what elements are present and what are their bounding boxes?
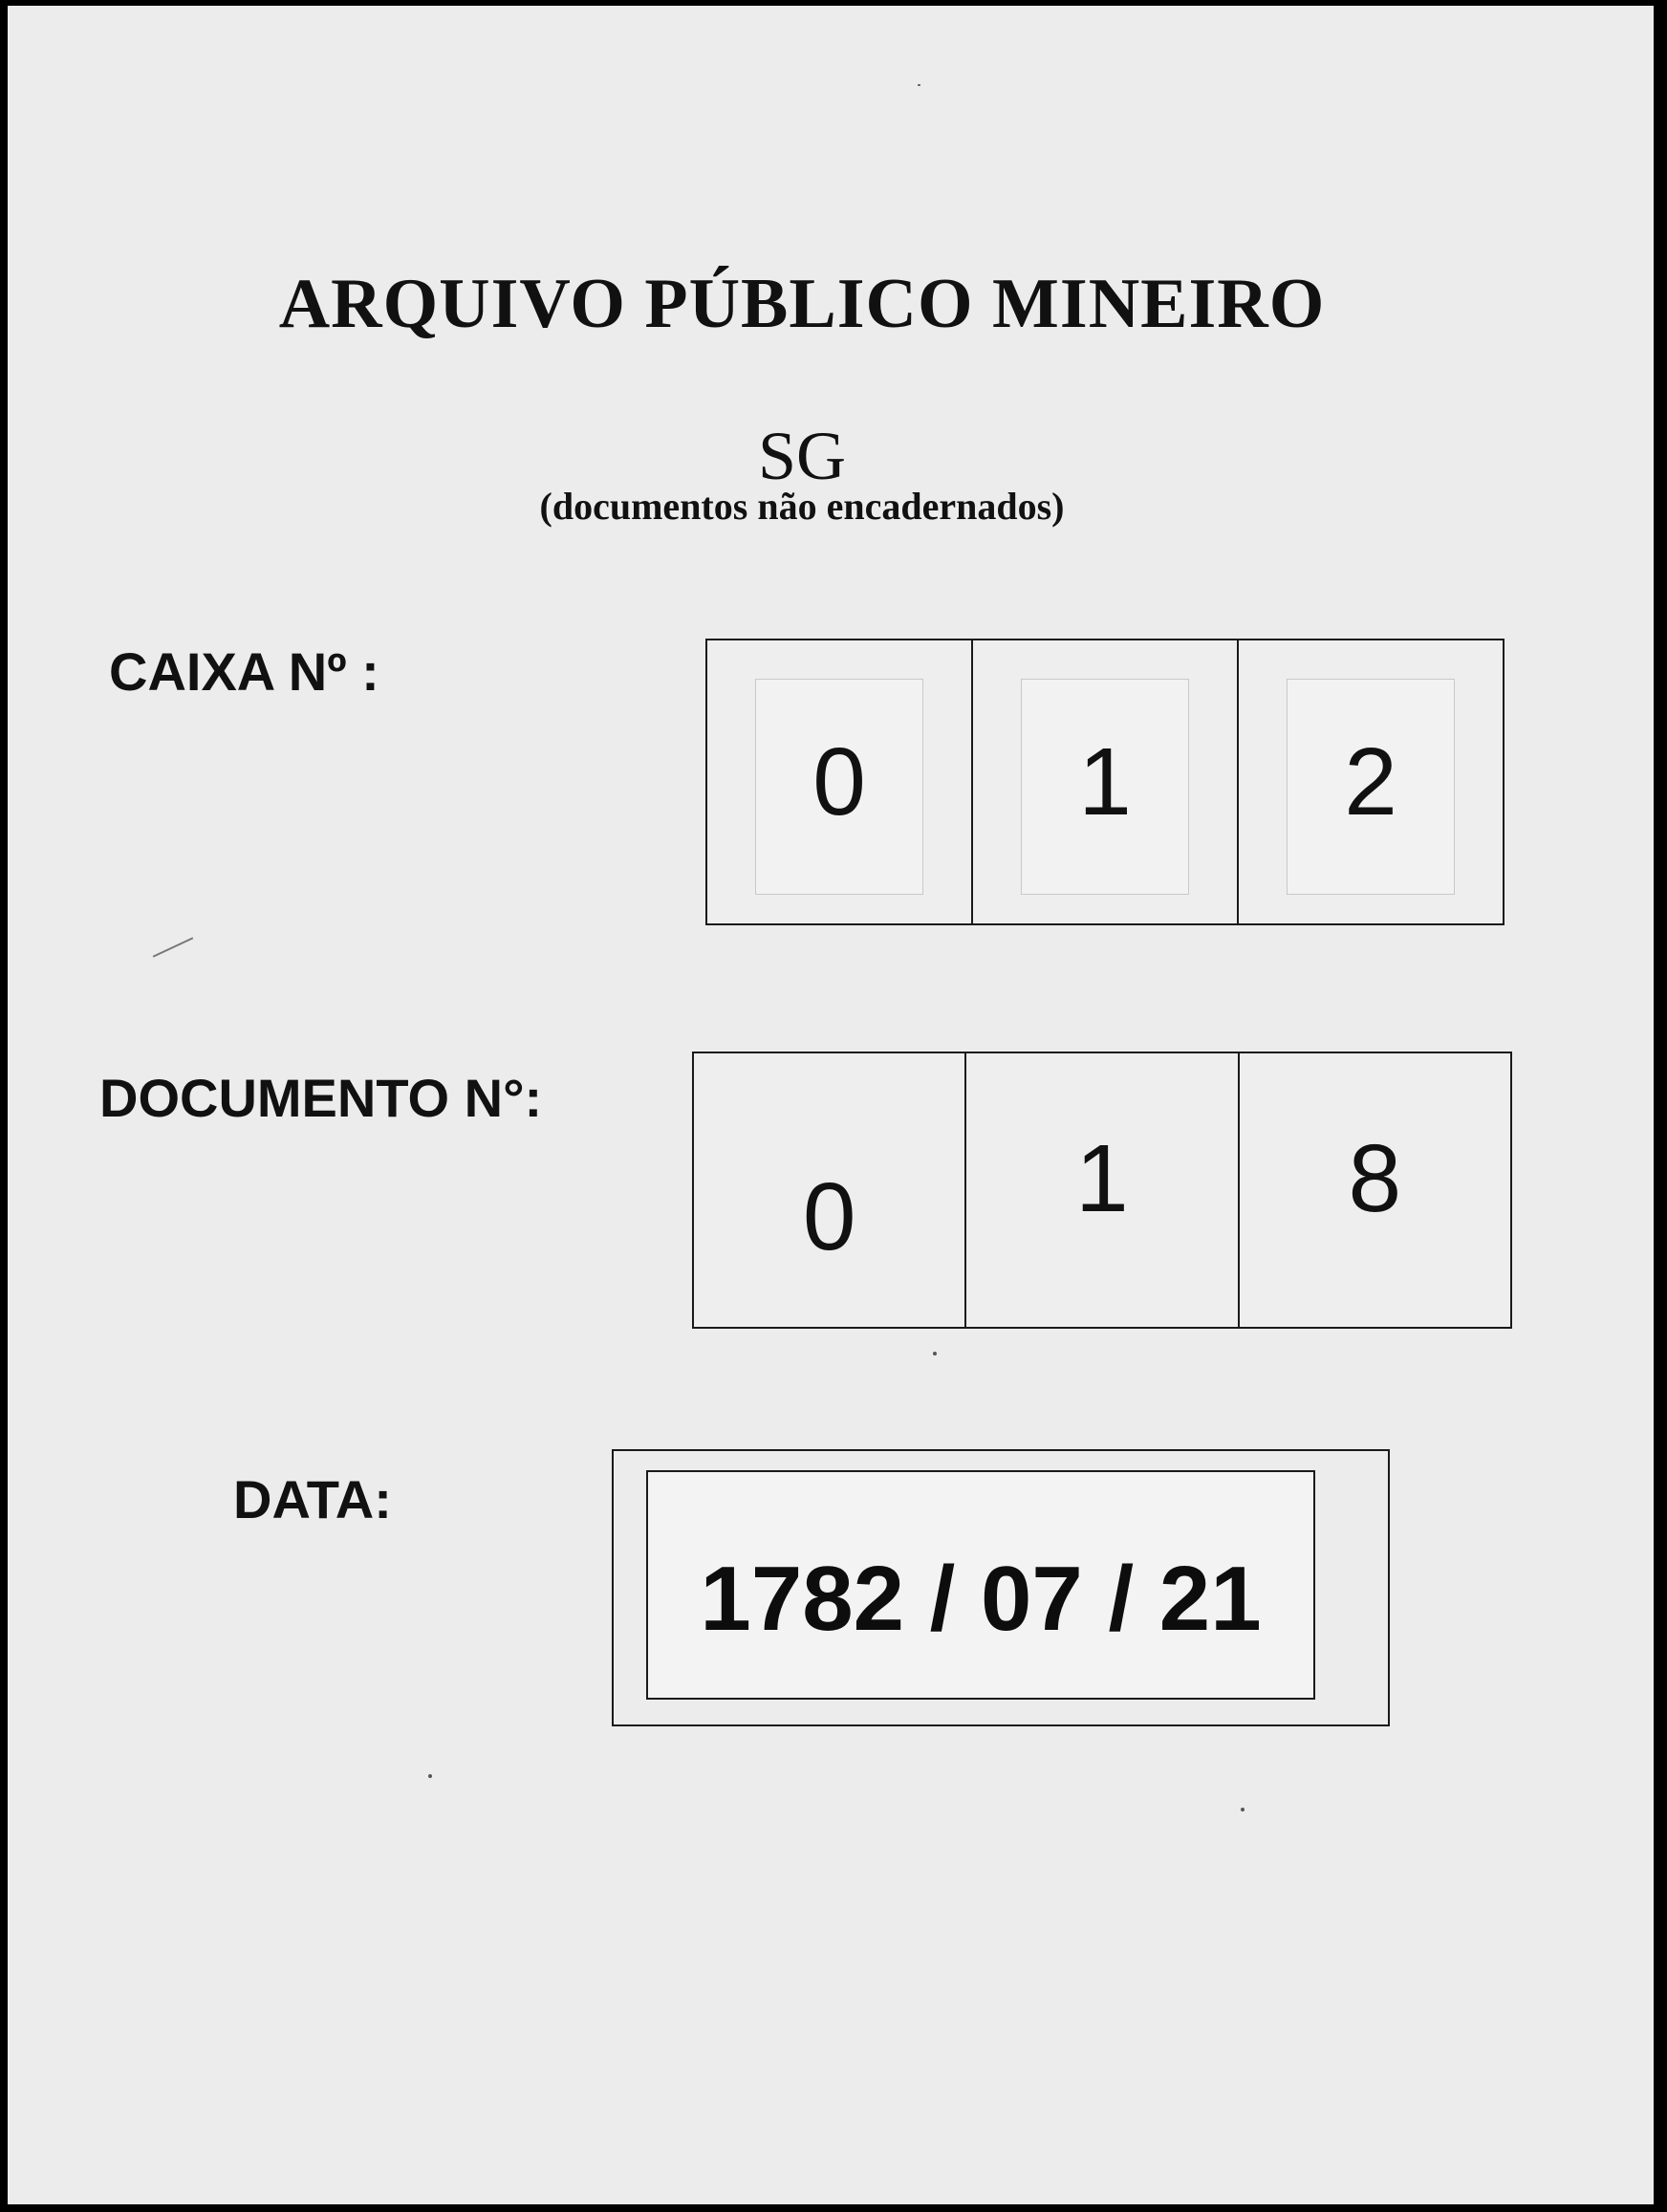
caixa-digit-box	[1237, 640, 1503, 923]
series-note: (documentos não encadernados)	[539, 485, 1065, 528]
caixa-number-boxes	[705, 639, 1505, 925]
documento-digit: 0	[802, 1162, 856, 1270]
date-value: 1782 / 07 / 21	[700, 1548, 1262, 1650]
paper-speck	[933, 1352, 937, 1355]
caixa-label: CAIXA Nº :	[109, 641, 379, 702]
documento-digit: 1	[1075, 1124, 1129, 1232]
caixa-digit-box	[707, 640, 971, 923]
date-box-outer	[612, 1449, 1390, 1726]
date-box-inner	[646, 1470, 1315, 1700]
paper-speck	[1241, 1808, 1245, 1811]
institution-title: ARQUIVO PÚBLICO MINEIRO	[278, 265, 1326, 343]
documento-digit: 8	[1348, 1124, 1402, 1232]
documento-digit-box	[1238, 1053, 1510, 1327]
paper-speck	[918, 84, 920, 86]
caixa-digit-box	[971, 640, 1237, 923]
caixa-digit: 1	[1078, 727, 1132, 835]
documento-number-boxes	[692, 1052, 1512, 1329]
stray-pen-mark	[153, 937, 194, 957]
series-code: SG	[757, 418, 847, 494]
paper-speck	[428, 1774, 432, 1778]
caixa-digit: 0	[812, 727, 866, 835]
documento-digit-box	[694, 1053, 964, 1327]
documento-digit-box	[964, 1053, 1237, 1327]
caixa-digit: 2	[1344, 727, 1397, 835]
data-label: DATA:	[233, 1469, 392, 1529]
documento-label: DOCUMENTO N°:	[99, 1068, 543, 1128]
